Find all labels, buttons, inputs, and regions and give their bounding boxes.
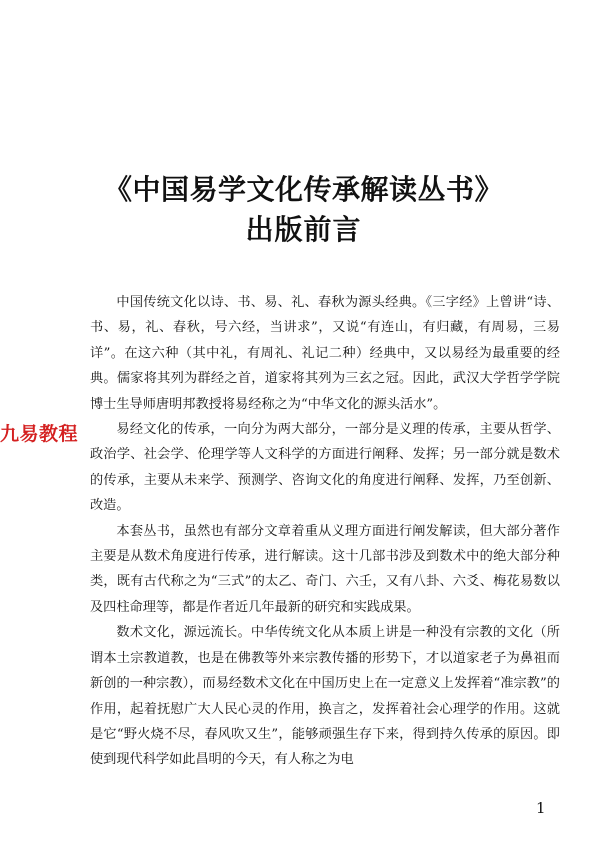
- watermark-label: 九易教程: [0, 423, 79, 445]
- book-series-title: 《中国易学文化传承解读丛书》: [103, 173, 503, 206]
- page-number: 1: [536, 799, 546, 817]
- paragraph-2: 易经文化的传承，一向分为两大部分，一部分是义理的传承，主要从哲学、政治学、社会学、伦理学等人文科学的方面进行阐释、发挥；另一部分就是数术的传承，主要从未来学、预测学、咨询文化的角度进行阐释、发挥，乃至创新、改造。: [90, 422, 560, 514]
- paragraph-3: 本套丛书，虽然也有部分文章着重从义理方面进行阐发解读，但大部分著作主要是从数术角度进行传承，进行解读。这十几部书涉及到数术中的绝大部分种类，既有古代称之为“三式”的太乙、奇门、六壬，又有八卦、六爻、梅花易数以及四柱命理等，都是作者近几年最新的研究和实践成果。: [90, 523, 560, 615]
- preface-body: [90, 290, 560, 773]
- preface-title: 出版前言: [245, 213, 362, 246]
- paragraph-4: 数术文化，源远流长。中华传统文化从本质上讲是一种没有宗教的文化（所谓本土宗教道教，也是在佛教等外来宗教传播的形势下，才以道家老子为鼻祖而新创的一种宗教），而易经数术文化在中国历史上在一定意义上发挥着“准宗教”的作用，起着抚慰广大人民心灵的作用，换言之，发挥着社会心理学的作用。这就是它“野火烧不尽，春风吹又生”，能够顽强生存下来，得到持久传承的原因。即使到现代科学如此昌明的今天，有人称之为电: [90, 625, 560, 768]
- paragraph-1: 中国传统文化以诗、书、易、礼、春秋为源头经典。《三字经》上曾讲“诗、书、易，礼、春秋，号六经，当讲求”，又说“有连山，有归藏，有周易，三易详”。在这六种（其中礼，有周礼、礼记二种）经典中，又以易经为最重要的经典。儒家将其列为群经之首，道家将其列为三玄之冠。因此，武汉大学哲学学院博士生导师唐明邦教授将易经称之为“中华文化的源头活水”。: [90, 295, 560, 412]
